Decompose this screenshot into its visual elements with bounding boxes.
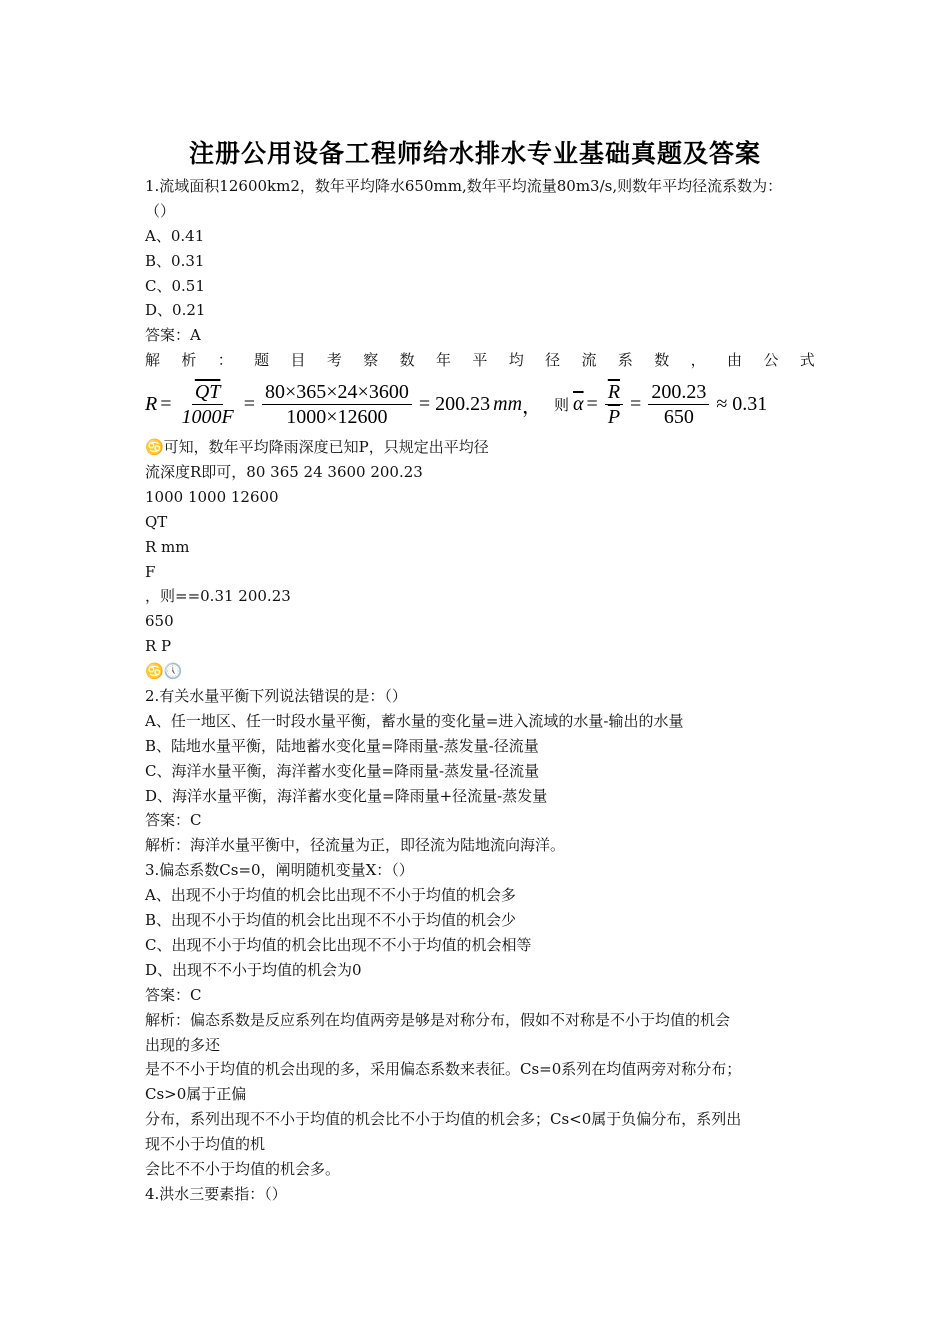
analysis-char: 察	[363, 351, 379, 370]
text-line: 1000 1000 12600	[145, 487, 279, 506]
formula-fraction-values	[262, 381, 412, 428]
text-line: F	[145, 562, 156, 581]
text-line: QT	[145, 512, 168, 531]
formula-ze: 则	[554, 395, 570, 414]
question-1-answer: 答案：A	[145, 326, 201, 345]
analysis-char: 析	[181, 351, 197, 370]
question-3-answer: 答案：C	[145, 985, 202, 1004]
formula-r: R	[145, 392, 158, 415]
formula-equals: =	[243, 392, 255, 415]
text-line: R mm	[145, 537, 190, 556]
question-1-blank: （）	[145, 201, 176, 220]
analysis-char: 数	[654, 351, 670, 370]
question-2-analysis: 解析：海洋水量平衡中，径流量为正，即径流为陆地流向海洋。	[145, 836, 566, 855]
question-4-stem: 4.洪水三要素指：（）	[145, 1184, 287, 1203]
formula-denominator-result: 650	[663, 405, 694, 428]
question-3-analysis: 会比不不小于均值的机会多。	[145, 1159, 341, 1178]
analysis-char: 目	[290, 351, 306, 370]
formula-fraction-r-p	[605, 381, 623, 428]
question-3-analysis: Cs>0属于正偏	[145, 1085, 247, 1104]
question-1-option-d: D、0.21	[145, 301, 206, 320]
question-3-analysis: 分布，系列出现不不小于均值的机会比不小于均值的机会多；Cs<0属于负偏分布，系列出	[145, 1110, 742, 1129]
symbol-line: ♋🕔	[145, 662, 183, 681]
question-3-analysis: 是不不小于均值的机会出现的多，采用偏态系数来表征。Cs=0系列在均值两旁对称分布；	[145, 1060, 742, 1079]
formula-numerator-result: 200.23	[648, 381, 709, 405]
question-3-option-d: D、出现不不小于均值的机会为0	[145, 960, 362, 979]
formula-denominator-p: P	[607, 405, 621, 428]
analysis-char: ，	[690, 351, 706, 370]
text-line: R P	[145, 637, 172, 656]
analysis-char: 解	[145, 351, 161, 370]
text-line: ，则==0.31 200.23	[145, 587, 291, 606]
formula-result: = 200.23	[418, 392, 491, 415]
question-1-stem: 1.流域面积12600km2，数年平均降水650mm,数年平均流量80m3/s,则数年平均径流系数为：	[145, 177, 783, 195]
formula-alpha: $\overline{\alpha}$	[573, 392, 584, 415]
question-3-analysis: 出现的多还	[145, 1035, 221, 1054]
formula-approx: ≈ 0.31	[716, 392, 768, 415]
question-3-option-b: B、出现不小于均值的机会比出现不不小于均值的机会少	[145, 911, 517, 930]
document-body	[145, 174, 815, 1207]
page-title: 注册公用设备工程师给水排水专业基础真题及答案	[188, 139, 761, 168]
analysis-char: 题	[254, 351, 270, 370]
formula-equals: =	[630, 392, 642, 415]
analysis-char: 数	[399, 351, 415, 370]
text-line: 650	[145, 612, 174, 631]
question-1-option-b: B、0.31	[145, 251, 205, 270]
formula-unit: mm	[493, 392, 523, 415]
question-3-option-c: C、出现不小于均值的机会比出现不不小于均值的机会相等	[145, 935, 532, 954]
formula-denominator-f: 1000F	[181, 405, 234, 428]
question-3-stem: 3.偏态系数Cs=0，阐明随机变量X：（）	[145, 861, 414, 880]
analysis-char: 系	[617, 351, 633, 370]
analysis-char: 由	[727, 351, 743, 370]
formula-numerator-values: 80×365×24×3600	[262, 381, 412, 405]
analysis-char: 流	[581, 351, 597, 370]
analysis-char: 平	[472, 351, 488, 370]
question-3-analysis: 解析：偏态系数是反应系列在均值两旁是够是对称分布，假如不对称是不小于均值的机会	[145, 1010, 731, 1029]
question-1-option-c: C、0.51	[145, 276, 205, 295]
question-2-option-b: B、陆地水量平衡，陆地蓄水变化量=降雨量-蒸发量-径流量	[145, 736, 539, 755]
question-3-option-a: A、出现不小于均值的机会比出现不不小于均值的机会多	[145, 886, 516, 905]
formula-equals: =	[160, 392, 172, 415]
question-1-analysis-heading	[145, 348, 815, 373]
question-3-analysis: 现不小于均值的机	[145, 1135, 266, 1154]
formula-fraction-result	[648, 381, 709, 428]
analysis-char: 径	[545, 351, 561, 370]
text-line: ♋可知，数年平均降雨深度已知P，只规定出平均径	[145, 438, 489, 457]
formula-numerator-r: $\overline{R}$	[605, 381, 623, 405]
formula-comma: ，	[522, 395, 543, 418]
question-2-option-a: A、任一地区、任一时段水量平衡，蓄水量的变化量=进入流域的水量-输出的水量	[145, 711, 684, 730]
runoff-formula	[145, 373, 815, 435]
formula-equals: =	[586, 392, 598, 415]
formula-denominator-values: 1000×12600	[286, 405, 388, 428]
formula-fraction-qt-f	[179, 381, 237, 428]
analysis-char: 式	[799, 351, 815, 370]
question-2-answer: 答案：C	[145, 811, 202, 830]
question-2-stem: 2.有关水量平衡下列说法错误的是：（）	[145, 687, 407, 706]
question-2-option-c: C、海洋水量平衡，海洋蓄水变化量=降雨量-蒸发量-径流量	[145, 761, 540, 780]
formula-numerator-qt: $\overline{QT}$	[192, 381, 224, 405]
analysis-char: 考	[326, 351, 342, 370]
question-2-option-d: D、海洋水量平衡，海洋蓄水变化量=降雨量+径流量-蒸发量	[145, 786, 548, 805]
analysis-char: 公	[763, 351, 779, 370]
analysis-char: ：	[217, 351, 233, 370]
analysis-char: 均	[508, 351, 524, 370]
text-line: 流深度R即可，80 365 24 3600 200.23	[145, 463, 423, 482]
analysis-char: 年	[436, 351, 452, 370]
question-1-option-a: A、0.41	[145, 226, 205, 245]
